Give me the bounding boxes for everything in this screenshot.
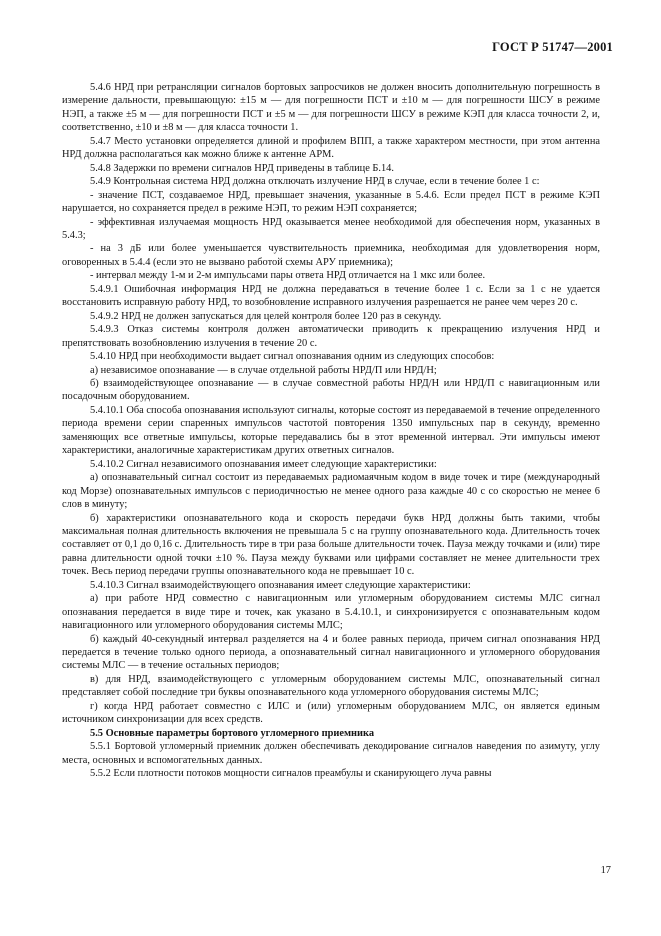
paragraph: 5.5.2 Если плотности потоков мощности сигналов преамбулы и сканирующего луча равны [90, 768, 492, 780]
paragraph: 5.4.9.2 НРД не должен запускаться для целей контроля более 120 раз в секунду. [90, 310, 442, 322]
paragraph: а) независимое опознавание — в случае отдельной работы НРД/П или НРД/Н; [90, 364, 437, 376]
paragraph: - значение ПСТ, создаваемое НРД, превышает значения, указанные в 5.4.6. Если предел ПСТ в режиме КЭП нарушается, но сохраняется предел в режиме НЭП, то режим НЭП сохраняется; [62, 189, 600, 215]
paragraph: - эффективная излучаемая мощность НРД оказывается менее необходимой для обеспечения норм, указанных в 5.4.3; [62, 216, 600, 241]
paragraph: 5.4.8 Задержки по времени сигналов НРД приведены в таблице Б.14. [90, 162, 394, 174]
paragraph: 5.4.10.2 Сигнал независимого опознавания имеет следующие характеристики: [90, 458, 437, 470]
paragraph: б) каждый 40-секундный интервал разделяется на 4 и более равных периода, причем сигнал опознавания НРД передается в течение только одного периода, а опознавательный сигнал навигационного и угломерного оборудования системы МЛС — в течение остальных периодов; [62, 633, 600, 672]
paragraph: б) характеристики опознавательного кода и скорость передачи букв НРД должны быть такими, чтобы максимальная полная длительность включения не превышала 5 с на группу опознавательного кода. Длительность точек составляет от 0,1 до 0,16 с. Длительность тире в три раза больше длительности точек. Пауза между точками и (или) тире равна длительности одной точки ±10 %. Пауза между буквами или цифрами составляет не менее длительности трех точек. Весь период передачи группы опознавательного кода не превышает 10 с. [62, 512, 600, 578]
paragraph: а) при работе НРД совместно с навигационным или угломерным оборудованием системы МЛС сигнал опознавания передается в виде тире и точек, как указано в 5.4.10.1, и синхронизируется с опознавательным кодом навигационного или угломерного оборудования системы МЛС; [62, 593, 600, 632]
paragraph: 5.5.1 Бортовой угломерный приемник должен обеспечивать декодирование сигналов наведения по азимуту, углу места, основных и вспомогательных данных. [62, 741, 600, 766]
paragraph: 5.4.10.1 Оба способа опознавания используют сигналы, которые состоят из передаваемой в течение определенного периода времени серии спаренных импульсов частотой повторения 1350 импульсных пар в секунду, временно заменяющих все ответные импульсы, которые передавались бы в этот временной интервал. Эти импульсы имеют характеристики, аналогичные характеристикам других ответных сигналов. [62, 404, 600, 457]
page-number: 17 [600, 865, 611, 876]
paragraph: 5.4.9 Контрольная система НРД должна отключать излучение НРД в случае, если в течение более 1 с: [90, 176, 540, 188]
paragraph: 5.4.10.3 Сигнал взаимодействующего опознавания имеет следующие характеристики: [90, 579, 471, 591]
section-heading: 5.5 Основные параметры бортового угломерного приемника [90, 727, 375, 739]
document-body [62, 81, 600, 781]
paragraph: 5.4.10 НРД при необходимости выдает сигнал опознавания одним из следующих способов: [90, 351, 495, 363]
paragraph: б) взаимодействующее опознавание — в случае совместной работы НРД/Н или НРД/П с навигационным или посадочным оборудованием. [62, 377, 600, 403]
paragraph: 5.4.7 Место установки определяется длиной и профилем ВПП, а также характером местности, при этом антенна НРД должна располагаться как можно ближе к антенне АРМ. [62, 135, 600, 161]
paragraph: 5.4.9.1 Ошибочная информация НРД не должна передаваться в течение более 1 с. Если за 1 с не удается восстановить исправную работу НРД, то возобновление исправного излучения разрешается не ранее чем через 20 с. [62, 283, 600, 309]
paragraph: 5.4.9.3 Отказ системы контроля должен автоматически приводить к прекращению излучения НРД и препятствовать возобновлению излучения в течение 20 с. [62, 324, 600, 349]
paragraph: - на 3 дБ или более уменьшается чувствительность приемника, необходимая для удовлетворения норм, оговоренных в 5.4.4 (если это не вызвано работой схемы АРУ приемника); [62, 243, 600, 268]
paragraph: - интервал между 1-м и 2-м импульсами пары ответа НРД отличается на 1 мкс или более. [90, 270, 486, 282]
paragraph: а) опознавательный сигнал состоит из передаваемых радиомаячным кодом в виде точек и тире (международный код Морзе) опознавательных импульсов с периодичностью не менее одного раза каждые 40 с со скоростью не менее 6 слов в минуту; [62, 472, 600, 511]
paragraph: 5.4.6 НРД при ретрансляции сигналов бортовых запросчиков не должен вносить дополнительную погрешность в измерение дальности, превышающую: ±15 м — для погрешности ПСТ и ±10 м — для погрешности ШСУ в режиме НЭП, а также ±5 м — для погрешности ПСТ и ±5 м — для погрешности ШСУ в режиме КЭП для класса точности 2, и, соответственно, ±10 и ±8 м — для класса точности 1. [62, 82, 600, 134]
paragraph: г) когда НРД работает совместно с ИЛС и (или) угломерным оборудованием МЛС, он является единым источником синхронизации для всех средств. [62, 700, 600, 726]
standard-designation: ГОСТ Р 51747—2001 [492, 40, 613, 54]
paragraph: в) для НРД, взаимодействующего с угломерным оборудованием системы МЛС, опознавательный сигнал представляет собой последние три буквы опознавательного кода угломерного оборудования системы МЛС; [62, 673, 600, 699]
